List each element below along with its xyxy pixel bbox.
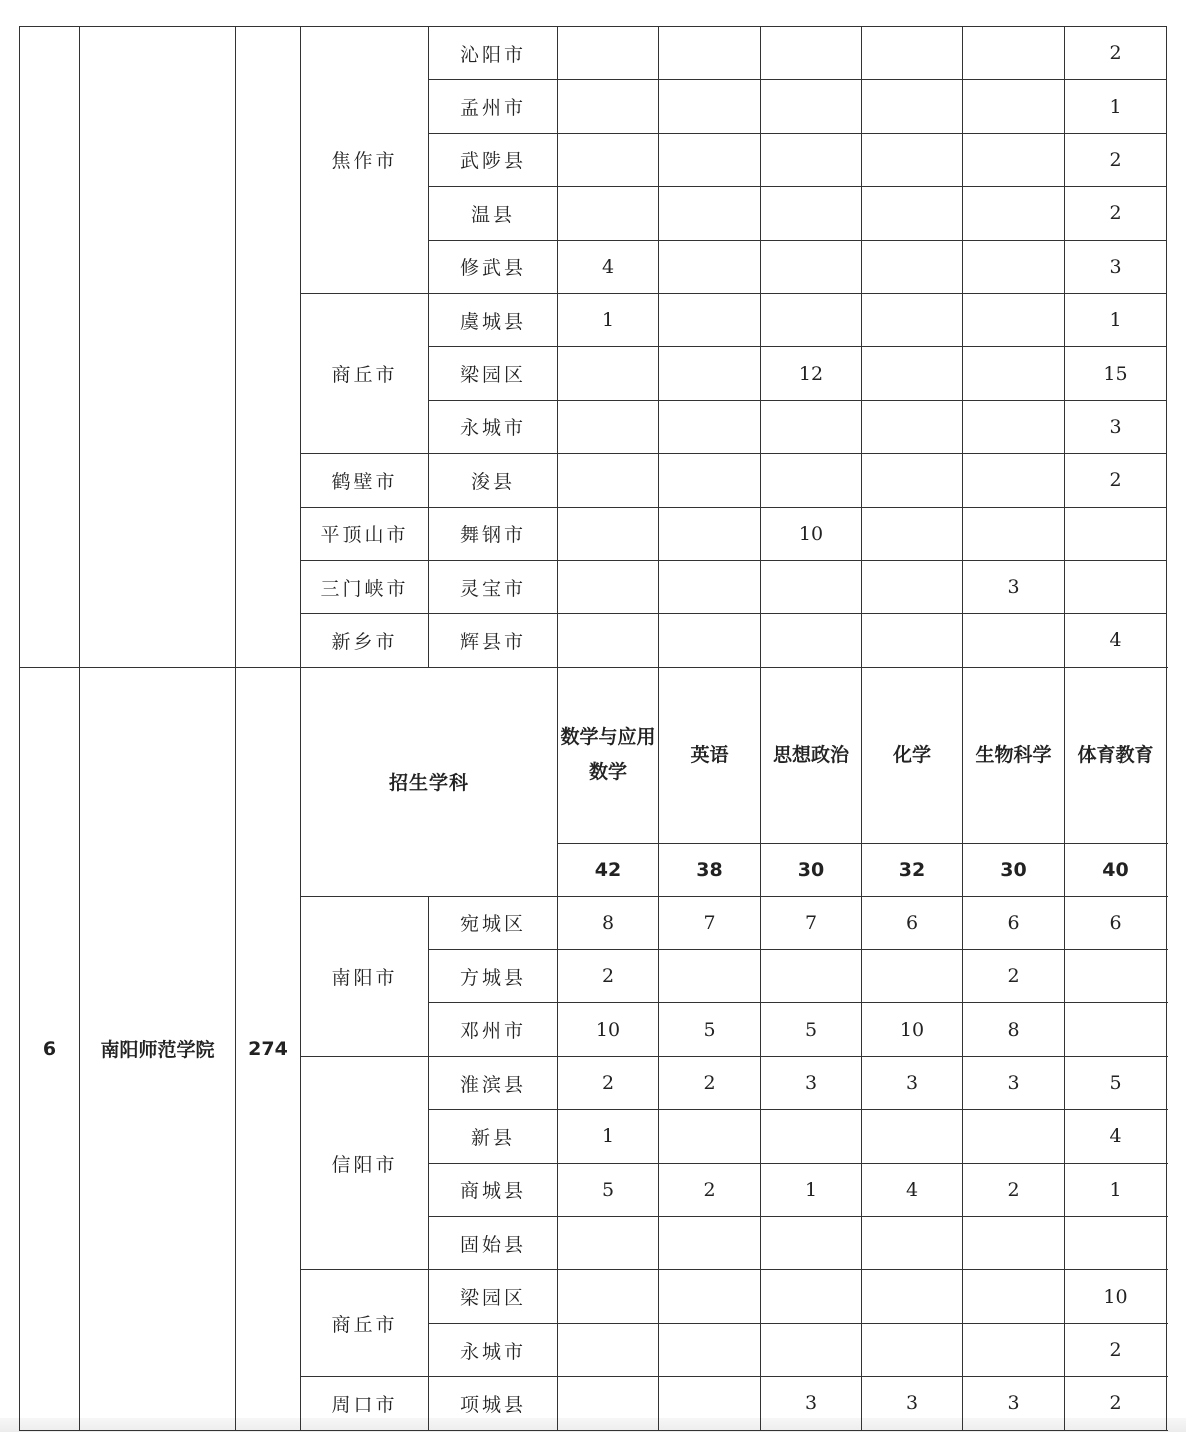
county-cell: 淮滨县 (429, 1056, 558, 1109)
school-name: 南阳师范学院 (80, 667, 236, 1430)
quota-cell: 1 (1065, 80, 1167, 133)
quota-cell (963, 133, 1065, 186)
quota-cell (761, 187, 862, 240)
city-cell: 平顶山市 (301, 507, 429, 560)
quota-cell (862, 1217, 963, 1270)
quota-cell (558, 1270, 659, 1323)
county-cell: 武陟县 (429, 133, 558, 186)
quota-cell (558, 80, 659, 133)
city-cell: 三门峡市 (301, 560, 429, 613)
quota-cell (558, 27, 659, 80)
quota-cell (659, 1217, 761, 1270)
quota-cell (1065, 560, 1167, 613)
quota-cell (862, 614, 963, 667)
quota-cell (963, 80, 1065, 133)
subject-header-row (20, 667, 1167, 843)
quota-cell (659, 950, 761, 1003)
quota-cell (963, 293, 1065, 346)
quota-cell (963, 27, 1065, 80)
quota-cell (761, 614, 862, 667)
admission-quota-table (19, 26, 1167, 1431)
city-cell: 焦作市 (301, 27, 429, 294)
county-cell: 虞城县 (429, 293, 558, 346)
quota-cell: 10 (1065, 1270, 1167, 1323)
quota-cell (558, 614, 659, 667)
quota-cell (659, 1323, 761, 1376)
city-cell: 南阳市 (301, 896, 429, 1056)
quota-cell (659, 454, 761, 507)
school-total: 274 (236, 667, 301, 1430)
county-cell: 商城县 (429, 1163, 558, 1216)
quota-cell (963, 507, 1065, 560)
quota-cell (659, 1377, 761, 1430)
county-cell: 方城县 (429, 950, 558, 1003)
quota-cell: 3 (1065, 240, 1167, 293)
subject-header: 数学与应用数学 (558, 667, 659, 843)
quota-cell: 1 (1065, 1163, 1167, 1216)
quota-cell (963, 614, 1065, 667)
quota-cell: 10 (761, 507, 862, 560)
quota-cell (558, 187, 659, 240)
quota-cell (862, 27, 963, 80)
quota-cell: 2 (963, 950, 1065, 1003)
subject-header: 化学 (862, 667, 963, 843)
county-cell: 孟州市 (429, 80, 558, 133)
quota-cell: 4 (862, 1163, 963, 1216)
quota-cell (862, 507, 963, 560)
subject-header: 体育教育 (1065, 667, 1167, 843)
quota-cell: 6 (963, 896, 1065, 949)
quota-cell (963, 347, 1065, 400)
quota-cell: 8 (558, 896, 659, 949)
city-cell: 鹤壁市 (301, 454, 429, 507)
quota-cell (963, 1110, 1065, 1163)
city-cell: 商丘市 (301, 293, 429, 453)
quota-cell (862, 347, 963, 400)
quota-cell (862, 187, 963, 240)
quota-cell (963, 400, 1065, 453)
quota-cell: 2 (1065, 454, 1167, 507)
quota-cell (862, 240, 963, 293)
quota-cell (558, 1323, 659, 1376)
subject-count: 38 (659, 843, 761, 896)
subject-count: 32 (862, 843, 963, 896)
school-index: 6 (20, 667, 80, 1430)
subjects-label: 招生学科 (301, 667, 558, 896)
county-cell: 梁园区 (429, 347, 558, 400)
quota-cell (963, 454, 1065, 507)
quota-cell (558, 454, 659, 507)
quota-cell (761, 1323, 862, 1376)
county-cell: 永城市 (429, 400, 558, 453)
quota-cell: 5 (558, 1163, 659, 1216)
quota-cell: 5 (1065, 1056, 1167, 1109)
quota-cell (761, 400, 862, 453)
quota-cell (659, 347, 761, 400)
quota-cell: 12 (761, 347, 862, 400)
quota-cell (862, 1323, 963, 1376)
subject-count: 40 (1065, 843, 1167, 896)
quota-cell (659, 560, 761, 613)
county-cell: 永城市 (429, 1323, 558, 1376)
quota-cell (963, 1323, 1065, 1376)
quota-cell (862, 80, 963, 133)
quota-cell (659, 240, 761, 293)
quota-cell: 3 (963, 1056, 1065, 1109)
quota-cell: 4 (1065, 1110, 1167, 1163)
city-cell: 新乡市 (301, 614, 429, 667)
quota-cell: 2 (558, 950, 659, 1003)
quota-cell (963, 1270, 1065, 1323)
quota-cell: 6 (862, 896, 963, 949)
subject-header: 生物科学 (963, 667, 1065, 843)
school-block-body (20, 667, 1167, 1430)
quota-cell: 7 (761, 896, 862, 949)
county-cell: 固始县 (429, 1217, 558, 1270)
city-cell: 信阳市 (301, 1056, 429, 1270)
quota-cell (659, 187, 761, 240)
quota-cell: 10 (862, 1003, 963, 1056)
quota-cell (659, 400, 761, 453)
quota-cell (659, 80, 761, 133)
subject-header: 思想政治 (761, 667, 862, 843)
quota-cell (761, 950, 862, 1003)
county-cell: 项城县 (429, 1377, 558, 1430)
quota-cell (862, 133, 963, 186)
quota-cell (862, 1270, 963, 1323)
quota-cell (862, 950, 963, 1003)
county-cell: 舞钢市 (429, 507, 558, 560)
quota-cell (558, 1377, 659, 1430)
subject-count: 42 (558, 843, 659, 896)
subject-count: 30 (761, 843, 862, 896)
quota-cell: 3 (862, 1056, 963, 1109)
top-block-body (20, 27, 1167, 668)
county-cell: 灵宝市 (429, 560, 558, 613)
quota-cell (1065, 1217, 1167, 1270)
county-cell: 宛城区 (429, 896, 558, 949)
county-cell: 温县 (429, 187, 558, 240)
quota-cell (761, 133, 862, 186)
county-cell: 梁园区 (429, 1270, 558, 1323)
quota-cell (862, 293, 963, 346)
city-cell: 周口市 (301, 1377, 429, 1430)
city-cell: 商丘市 (301, 1270, 429, 1377)
quota-cell (1065, 950, 1167, 1003)
quota-cell: 1 (558, 1110, 659, 1163)
quota-cell (761, 454, 862, 507)
quota-cell (761, 560, 862, 613)
quota-cell (558, 1217, 659, 1270)
quota-cell: 1 (558, 293, 659, 346)
subject-header: 英语 (659, 667, 761, 843)
quota-cell (761, 240, 862, 293)
quota-cell: 3 (761, 1056, 862, 1109)
county-cell: 修武县 (429, 240, 558, 293)
quota-cell: 3 (963, 560, 1065, 613)
quota-cell (761, 80, 862, 133)
quota-cell: 2 (659, 1056, 761, 1109)
quota-cell: 8 (963, 1003, 1065, 1056)
quota-cell (659, 507, 761, 560)
county-cell: 邓州市 (429, 1003, 558, 1056)
quota-cell (659, 27, 761, 80)
county-cell: 新县 (429, 1110, 558, 1163)
quota-cell (558, 400, 659, 453)
quota-cell: 3 (1065, 400, 1167, 453)
quota-cell (761, 1270, 862, 1323)
table-row (20, 27, 1167, 80)
quota-cell: 2 (1065, 1377, 1167, 1430)
quota-cell (862, 400, 963, 453)
county-cell: 沁阳市 (429, 27, 558, 80)
quota-cell (761, 27, 862, 80)
quota-cell (659, 614, 761, 667)
quota-cell (963, 240, 1065, 293)
quota-cell: 5 (761, 1003, 862, 1056)
quota-cell: 3 (963, 1377, 1065, 1430)
quota-cell: 2 (963, 1163, 1065, 1216)
school-cell-empty (80, 27, 236, 668)
quota-cell (1065, 507, 1167, 560)
quota-cell (659, 1270, 761, 1323)
quota-cell (659, 133, 761, 186)
quota-cell: 5 (659, 1003, 761, 1056)
quota-cell: 7 (659, 896, 761, 949)
quota-cell: 4 (558, 240, 659, 293)
total-cell-empty (236, 27, 301, 668)
quota-cell (761, 293, 862, 346)
quota-cell: 3 (862, 1377, 963, 1430)
quota-cell (558, 347, 659, 400)
quota-cell (761, 1217, 862, 1270)
quota-cell (558, 507, 659, 560)
subject-count: 30 (963, 843, 1065, 896)
quota-cell (862, 454, 963, 507)
quota-cell: 10 (558, 1003, 659, 1056)
quota-cell: 1 (1065, 293, 1167, 346)
quota-cell (558, 133, 659, 186)
quota-cell (659, 1110, 761, 1163)
quota-cell: 1 (761, 1163, 862, 1216)
quota-cell: 2 (659, 1163, 761, 1216)
quota-cell: 6 (1065, 896, 1167, 949)
county-cell: 浚县 (429, 454, 558, 507)
quota-cell (659, 293, 761, 346)
quota-cell: 2 (1065, 1323, 1167, 1376)
quota-cell: 2 (558, 1056, 659, 1109)
quota-cell (862, 560, 963, 613)
quota-cell: 2 (1065, 133, 1167, 186)
quota-cell: 2 (1065, 187, 1167, 240)
quota-cell (558, 560, 659, 613)
quota-cell (1065, 1003, 1167, 1056)
quota-cell: 15 (1065, 347, 1167, 400)
quota-cell (761, 1110, 862, 1163)
quota-cell: 3 (761, 1377, 862, 1430)
quota-cell (963, 187, 1065, 240)
quota-cell (963, 1217, 1065, 1270)
index-cell-empty (20, 27, 80, 668)
quota-cell: 2 (1065, 27, 1167, 80)
quota-cell: 4 (1065, 614, 1167, 667)
quota-cell (862, 1110, 963, 1163)
county-cell: 辉县市 (429, 614, 558, 667)
